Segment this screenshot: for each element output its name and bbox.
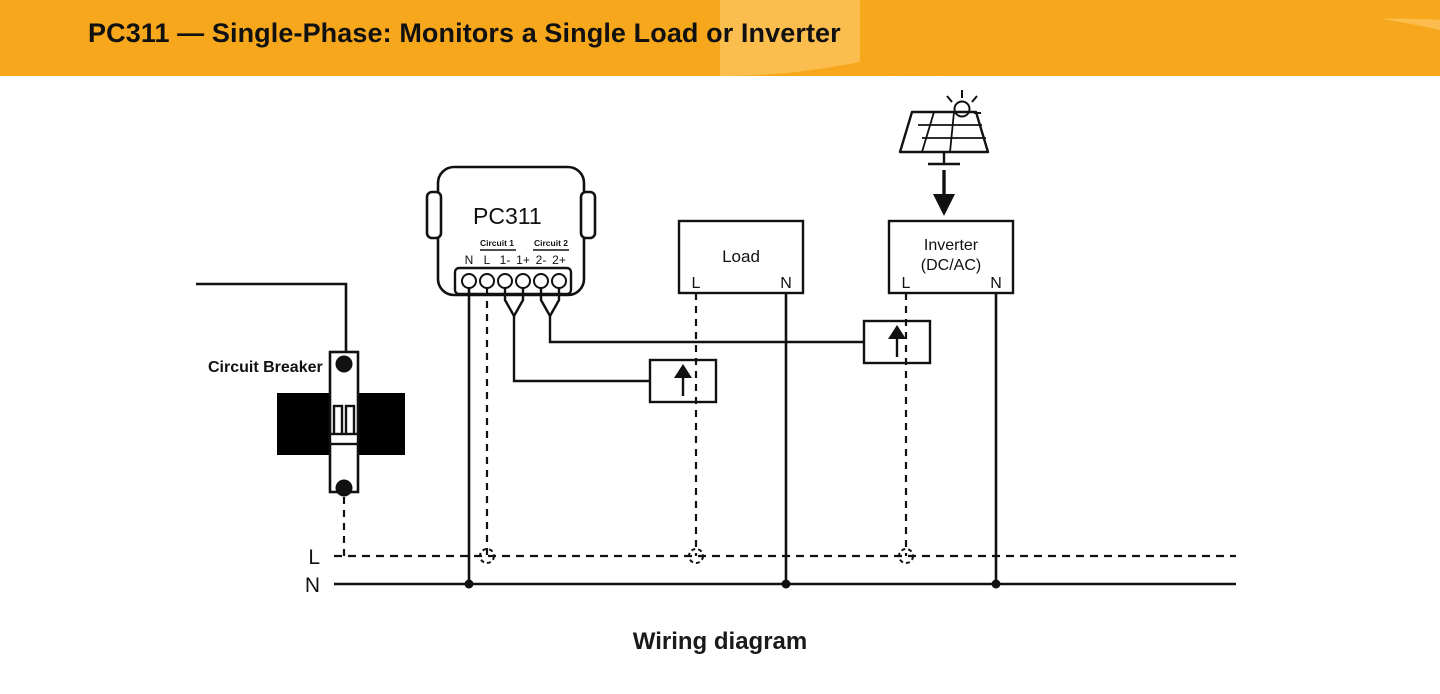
line-bus-label: L bbox=[308, 546, 320, 569]
terminal-label-n: N bbox=[464, 253, 474, 267]
ct-clamp-circuit2 bbox=[864, 321, 930, 363]
circuit1-ct-leads bbox=[505, 288, 650, 381]
dc-arrow bbox=[933, 170, 955, 216]
device-name-label: PC311 bbox=[473, 203, 542, 229]
figure-caption: Wiring diagram bbox=[632, 628, 808, 655]
inverter-box bbox=[889, 221, 1013, 293]
wiring-diagram bbox=[0, 76, 1440, 636]
terminal-label-1-plus: 1+ bbox=[516, 253, 530, 267]
solar-panel-icon bbox=[900, 90, 988, 164]
header-banner bbox=[0, 0, 1440, 76]
terminal-label-2-plus: 2+ bbox=[552, 253, 566, 267]
inverter-terminal-l: L bbox=[901, 275, 911, 292]
load-box bbox=[679, 221, 803, 293]
circuit-1-group-label: Circuit 1 bbox=[479, 238, 515, 248]
pc311-device bbox=[427, 167, 595, 295]
terminal-label-2-minus: 2- bbox=[535, 253, 547, 267]
page-title: PC311 — Single-Phase: Monitors a Single Load or Inverter bbox=[88, 18, 841, 48]
circuit-2-group-label: Circuit 2 bbox=[533, 238, 569, 248]
inverter-box-title: Inverter bbox=[923, 237, 979, 254]
ct-clamp-circuit1 bbox=[650, 360, 716, 402]
load-terminal-n: N bbox=[780, 275, 792, 292]
inverter-box-subtitle: (DC/AC) bbox=[920, 257, 982, 274]
inverter-terminal-n: N bbox=[990, 275, 1002, 292]
load-terminal-l: L bbox=[691, 275, 701, 292]
circuit-breaker-label: Circuit Breaker bbox=[208, 359, 323, 376]
load-box-title: Load bbox=[722, 247, 760, 266]
supply-wire bbox=[196, 284, 346, 352]
neutral-bus-label: N bbox=[304, 574, 320, 597]
terminal-label-l: L bbox=[483, 253, 491, 267]
terminal-label-1-minus: 1- bbox=[499, 253, 511, 267]
circuit2-ct-leads bbox=[541, 288, 864, 342]
